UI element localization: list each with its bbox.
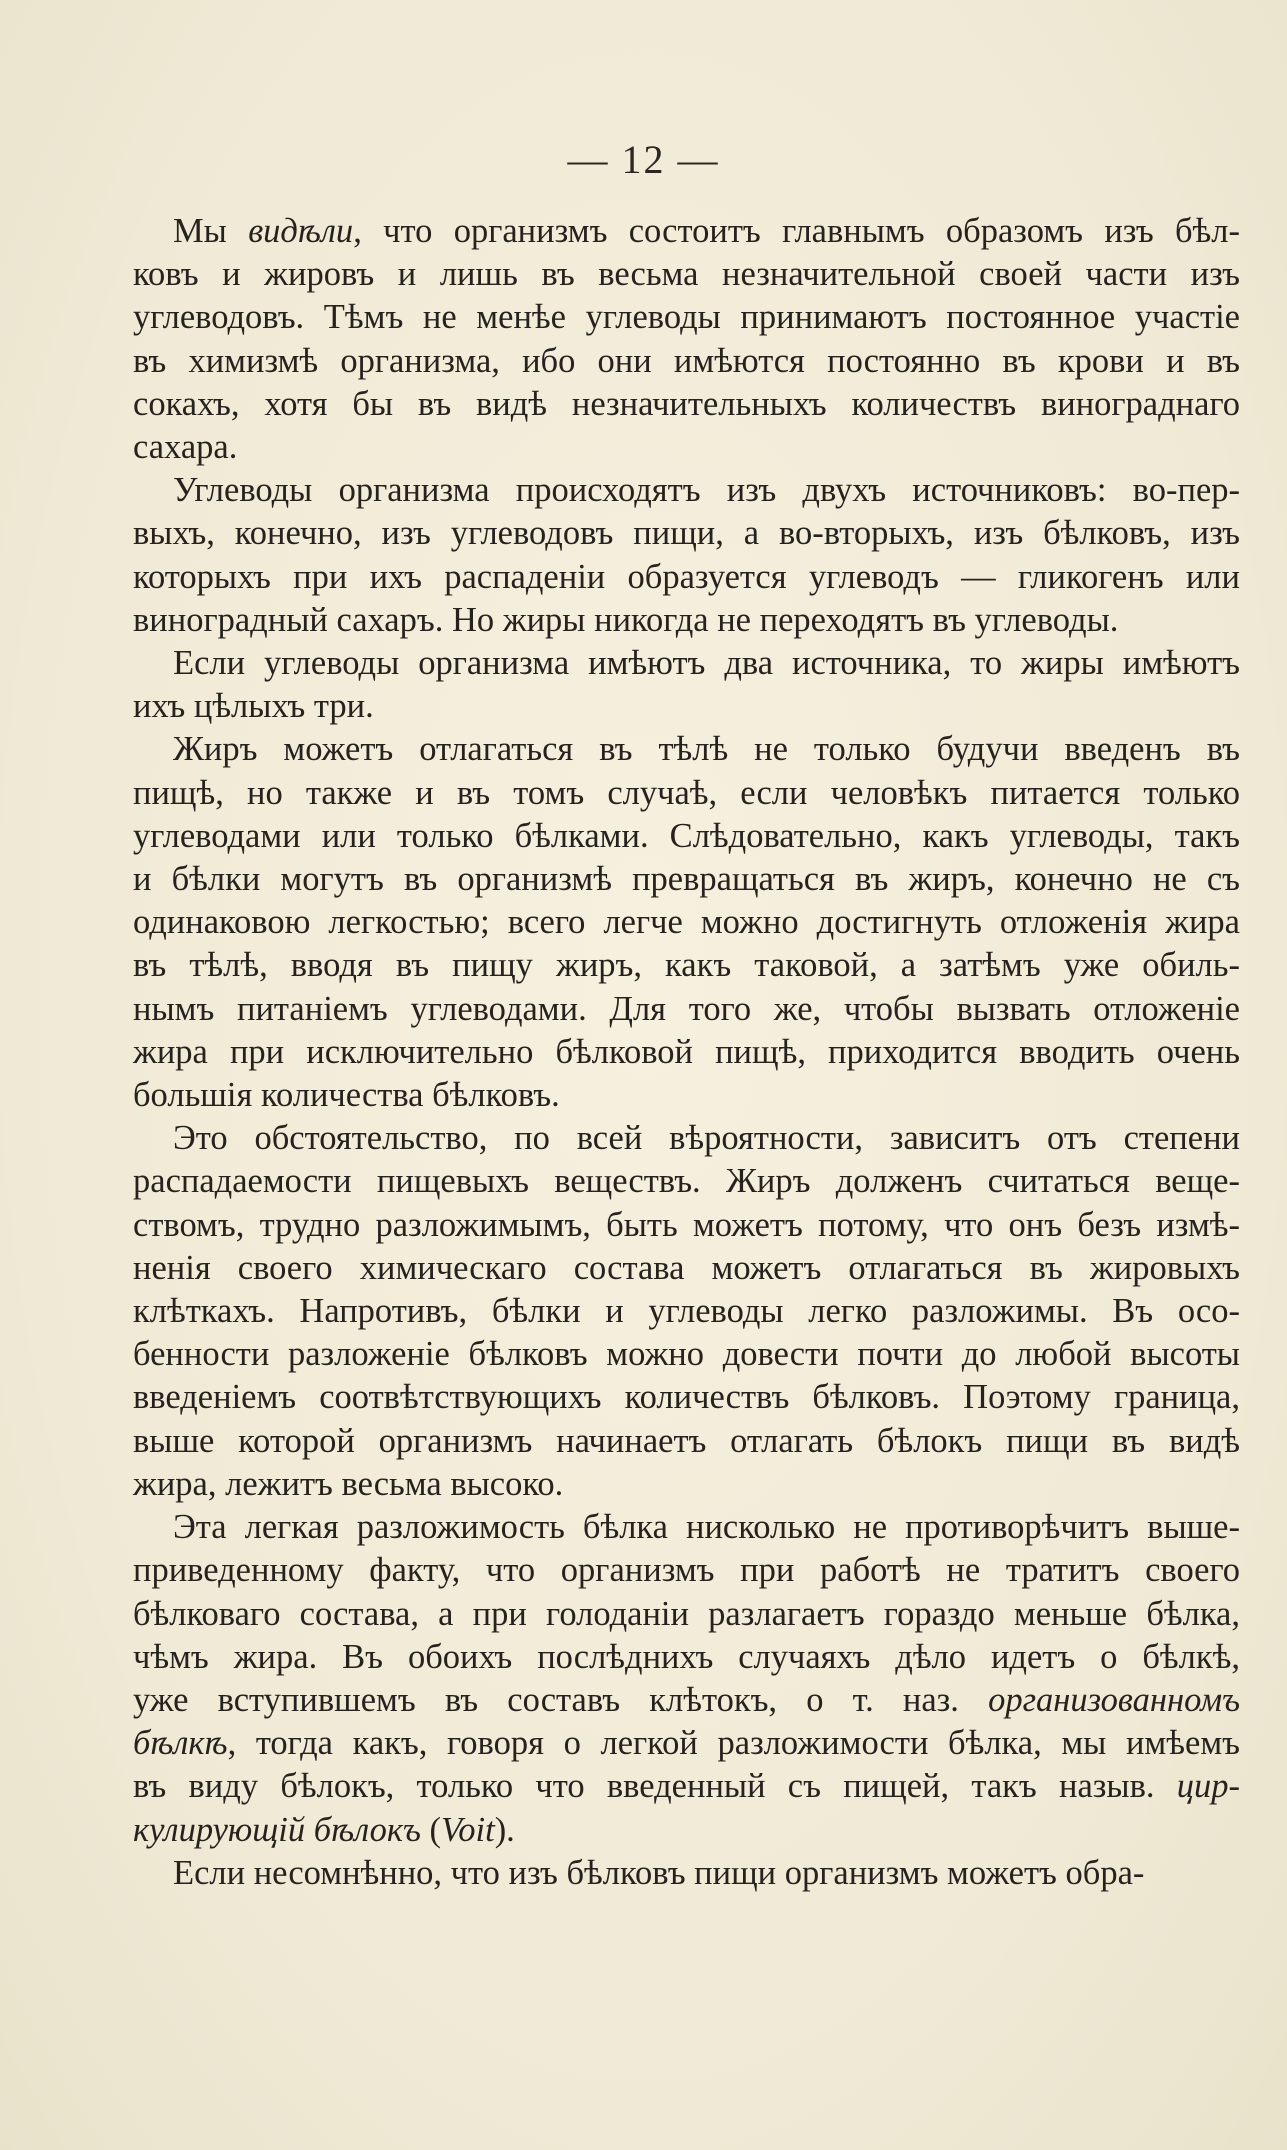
text-run: въ тѣлѣ, вводя въ пищу жиръ, какъ таковой, а затѣмъ уже обиль- xyxy=(133,946,1240,985)
text-line xyxy=(133,1333,1240,1376)
italic-text: организованномъ xyxy=(988,1680,1240,1719)
text-line xyxy=(133,426,1240,469)
text-run: Углеводы организма происходятъ изъ двухъ источниковъ: во-пер- xyxy=(173,471,1240,510)
text-run: бенности разложеніе бѣлковъ можно довести почти до любой высоты xyxy=(133,1335,1240,1374)
text-line xyxy=(133,858,1240,901)
text-run: нымъ питаніемъ углеводами. Для того же, чтобы вызвать отложеніе xyxy=(133,989,1240,1028)
text-line xyxy=(133,728,1240,771)
text-run: уже вступившемъ въ составъ клѣтокъ, о т. наз. xyxy=(133,1680,989,1719)
text-line xyxy=(133,340,1240,383)
paragraph xyxy=(133,642,1240,728)
italic-text: кулирующій бѣлокъ xyxy=(133,1810,421,1849)
page-number: — 12 — xyxy=(567,137,720,182)
text-run: выше которой организмъ начинаетъ отлагать бѣлокъ пищи въ видѣ xyxy=(133,1421,1240,1460)
text-run: распадаемости пищевыхъ веществъ. Жиръ долженъ считаться веще- xyxy=(133,1162,1240,1201)
text-line xyxy=(133,944,1240,987)
text-run: приведенному факту, что организмъ при работѣ не тратитъ своего xyxy=(133,1551,1240,1590)
text-run: сокахъ, хотя бы въ видѣ незначительныхъ количествъ винограднаго xyxy=(133,384,1240,423)
text-line xyxy=(133,1420,1240,1463)
text-run: одинаковою легкостью; всего легче можно достигнуть отложенія жира xyxy=(133,903,1240,942)
text-line xyxy=(133,1852,1240,1895)
text-run: чѣмъ жира. Въ обоихъ послѣднихъ случаяхъ дѣло идетъ о бѣлкѣ, xyxy=(133,1637,1240,1676)
text-run: клѣткахъ. Напротивъ, бѣлки и углеводы легко разложимы. Въ осо- xyxy=(133,1292,1240,1331)
text-line xyxy=(133,988,1240,1031)
text-line xyxy=(133,296,1240,339)
text-run: Эта легкая разложимость бѣлка нисколько не противорѣчитъ выше- xyxy=(173,1508,1240,1547)
italic-text: видѣли xyxy=(248,212,354,250)
text-run: Мы xyxy=(173,212,249,250)
text-line xyxy=(133,1722,1240,1765)
text-run: которыхъ при ихъ распаденіи образуется углеводъ — гликогенъ или xyxy=(133,557,1240,596)
text-run: выхъ, конечно, изъ углеводовъ пищи, а во-вторыхъ, изъ бѣлковъ, изъ xyxy=(133,514,1240,553)
text-line xyxy=(133,1593,1240,1636)
paragraph xyxy=(133,469,1240,642)
text-line xyxy=(133,642,1240,685)
text-line xyxy=(133,1290,1240,1333)
text-run: , что организмъ состоитъ главнымъ образомъ изъ бѣл- xyxy=(353,212,1240,250)
italic-text: бѣлкѣ xyxy=(133,1724,228,1763)
text-run: Это обстоятельство, по всей вѣроятности, зависитъ отъ степени xyxy=(173,1119,1240,1158)
text-line xyxy=(133,1679,1240,1722)
text-line xyxy=(133,1549,1240,1592)
text-line xyxy=(133,599,1240,642)
text-run: бѣлковаго состава, а при голоданіи разлагаетъ гораздо меньше бѣлка, xyxy=(133,1594,1240,1633)
text-line xyxy=(133,1765,1240,1808)
text-line xyxy=(133,210,1240,253)
text-run: большія количества бѣлковъ. xyxy=(133,1076,560,1115)
text-run: ствомъ, трудно разложимымъ, быть можетъ потому, что онъ безъ измѣ- xyxy=(133,1205,1240,1244)
paragraph xyxy=(133,1117,1240,1506)
text-run: жира, лежитъ весьма высоко. xyxy=(133,1464,564,1503)
paragraph xyxy=(133,1852,1240,1895)
text-line xyxy=(133,1463,1240,1506)
text-run: углеводами или только бѣлками. Слѣдовательно, какъ углеводы, такъ xyxy=(133,816,1240,855)
text-run: пищѣ, но также и въ томъ случаѣ, если человѣкъ питается только xyxy=(133,773,1240,812)
text-line xyxy=(133,1506,1240,1549)
text-run: углеводовъ. Тѣмъ не менѣе углеводы принимаютъ постоянное участіе xyxy=(133,298,1240,337)
text-line xyxy=(133,1160,1240,1203)
text-run: ихъ цѣлыхъ три. xyxy=(133,687,374,726)
text-run: ( xyxy=(420,1810,442,1849)
italic-text: цир- xyxy=(1176,1767,1240,1806)
text-run: жира при исключительно бѣлковой пищѣ, приходится вводить очень xyxy=(133,1032,1240,1071)
text-line xyxy=(133,1074,1240,1117)
text-run: Если углеводы организма имѣютъ два источника, то жиры имѣютъ xyxy=(173,644,1240,683)
text-line xyxy=(133,253,1240,296)
text-line xyxy=(133,1117,1240,1160)
text-run: введеніемъ соотвѣтствующихъ количествъ бѣлковъ. Поэтому граница, xyxy=(133,1378,1240,1417)
text-run: въ виду бѣлокъ, только что введенный съ пищей, такъ назыв. xyxy=(133,1767,1177,1806)
text-run: сахара. xyxy=(133,428,238,467)
paragraph xyxy=(133,1506,1240,1852)
text-line xyxy=(133,1031,1240,1074)
text-line xyxy=(133,383,1240,426)
paragraph xyxy=(133,210,1240,469)
text-line xyxy=(133,901,1240,944)
text-run: Если несомнѣнно, что изъ бѣлковъ пищи организмъ можетъ обра- xyxy=(173,1853,1145,1892)
text-run: виноградный сахаръ. Но жиры никогда не переходятъ въ углеводы. xyxy=(133,600,1119,639)
paragraph xyxy=(133,728,1240,1117)
text-run: и бѣлки могутъ въ организмѣ превращаться въ жиръ, конечно не съ xyxy=(133,860,1240,899)
body-text xyxy=(133,210,1240,1895)
text-line xyxy=(133,512,1240,555)
text-line xyxy=(133,815,1240,858)
text-line xyxy=(133,1376,1240,1419)
text-line xyxy=(133,469,1240,512)
text-run: въ химизмѣ организма, ибо они имѣются постоянно въ крови и въ xyxy=(133,341,1240,380)
text-line xyxy=(133,1809,1240,1852)
text-run: ковъ и жировъ и лишь въ весьма незначительной своей части изъ xyxy=(133,255,1240,294)
text-line xyxy=(133,1636,1240,1679)
text-line xyxy=(133,1247,1240,1290)
text-line xyxy=(133,556,1240,599)
text-run: , тогда какъ, говоря о легкой разложимости бѣлка, мы имѣемъ xyxy=(227,1724,1240,1763)
text-run: ). xyxy=(494,1810,515,1849)
text-run: Жиръ можетъ отлагаться въ тѣлѣ не только будучи введенъ въ xyxy=(173,730,1240,769)
text-line xyxy=(133,772,1240,815)
text-run: ненія своего химическаго состава можетъ отлагаться въ жировыхъ xyxy=(133,1248,1240,1287)
text-line xyxy=(133,1204,1240,1247)
italic-text: Voit xyxy=(441,1810,495,1849)
text-line xyxy=(133,685,1240,728)
